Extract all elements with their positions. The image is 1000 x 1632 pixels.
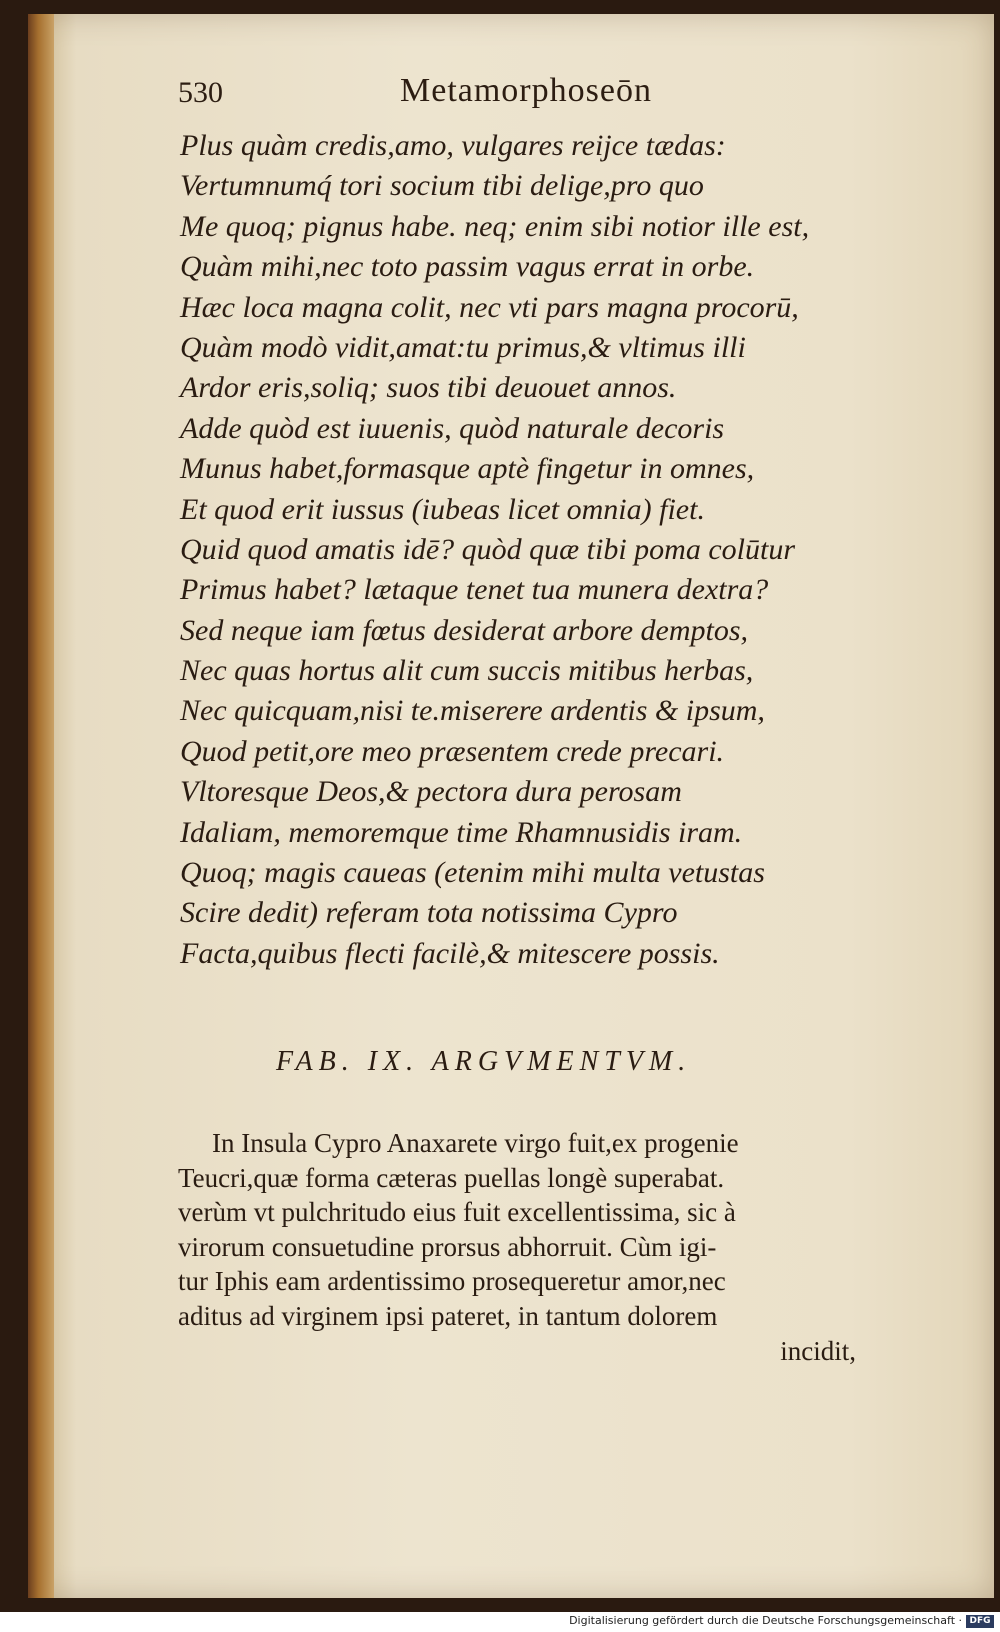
fabula-heading: FAB. IX. ARGVMENTVM. [276, 1046, 692, 1077]
page-header [178, 72, 898, 122]
verse-line: Quod petit,ore meo præsentem crede precari. [180, 734, 725, 768]
digitization-footer [0, 1612, 1000, 1632]
page-gutter-edge [28, 14, 54, 1598]
page-number: 530 [178, 76, 223, 109]
verse-line: Vltoresque Deos,& pectora dura perosam [180, 775, 682, 809]
catchword: incidit, [780, 1335, 856, 1366]
argument-paragraph [178, 1126, 858, 1368]
verse-line: Scire dedit) referam tota notissima Cypro [180, 896, 678, 930]
verse-line: Hæc loca magna colit, nec vti pars magna procorū, [180, 290, 799, 324]
verse-line: Quàm modò vidit,amat:tu primus,& vltimus illi [180, 330, 746, 364]
verse-line: Quoq; magis caueas (etenim mihi multa vetustas [180, 856, 765, 890]
argument-line: Teucri,quæ forma cæteras puellas longè superabat. [178, 1162, 725, 1193]
verse-line: Nec quicquam,nisi te.miserere ardentis & ipsum, [180, 694, 765, 728]
verse-line: Facta,quibus flecti facilè,& mitescere possis. [180, 936, 720, 970]
argument-line: aditus ad virginem ipsi pateret, in tantum dolorem [178, 1300, 718, 1331]
verse-line: Quàm mihi,nec toto passim vagus errat in orbe. [180, 250, 755, 284]
running-title: Metamorphoseōn [400, 72, 652, 109]
verse-block [180, 126, 870, 974]
verse-line: Adde quòd est iuuenis, quòd naturale decoris [180, 411, 725, 445]
dfg-logo: DFG [966, 1615, 994, 1628]
argument-line: verùm vt pulchritudo eius fuit excellentissima, sic à [178, 1197, 736, 1228]
verse-line: Nec quas hortus alit cum succis mitibus herbas, [180, 654, 754, 688]
verse-line: Primus habet? lætaque tenet tua munera dextra? [180, 573, 769, 607]
verse-line: Quid quod amatis idē? quòd quæ tibi poma colūtur [180, 532, 795, 566]
verse-line: Vertumnumq́ tori socium tibi delige,pro quo [180, 169, 704, 203]
verse-line: Me quoq; pignus habe. neq; enim sibi notior ille est, [180, 209, 810, 243]
verse-line: Plus quàm credis,amo, vulgares reijce tædas: [180, 129, 726, 162]
argument-line: tur Iphis eam ardentissimo prosequeretur amor,nec [178, 1266, 726, 1297]
verse-line: Sed neque iam fœtus desiderat arbore demptos, [180, 613, 748, 647]
argument-line: In Insula Cypro Anaxarete virgo fuit,ex progenie [212, 1128, 739, 1158]
funding-credit: Digitalisierung gefördert durch die Deutsche Forschungsgemeinschaft · [569, 1614, 962, 1627]
verse-line: Idaliam, memoremque time Rhamnusidis iram. [180, 815, 743, 849]
argument-line: virorum consuetudine prorsus abhorruit. Cùm igi- [178, 1231, 717, 1262]
verse-line: Ardor eris,soliq; suos tibi deuouet annos. [180, 371, 677, 405]
verse-line: Munus habet,formasque aptè fingetur in omnes, [180, 452, 755, 486]
verse-line: Et quod erit iussus (iubeas licet omnia) fiet. [180, 492, 705, 526]
